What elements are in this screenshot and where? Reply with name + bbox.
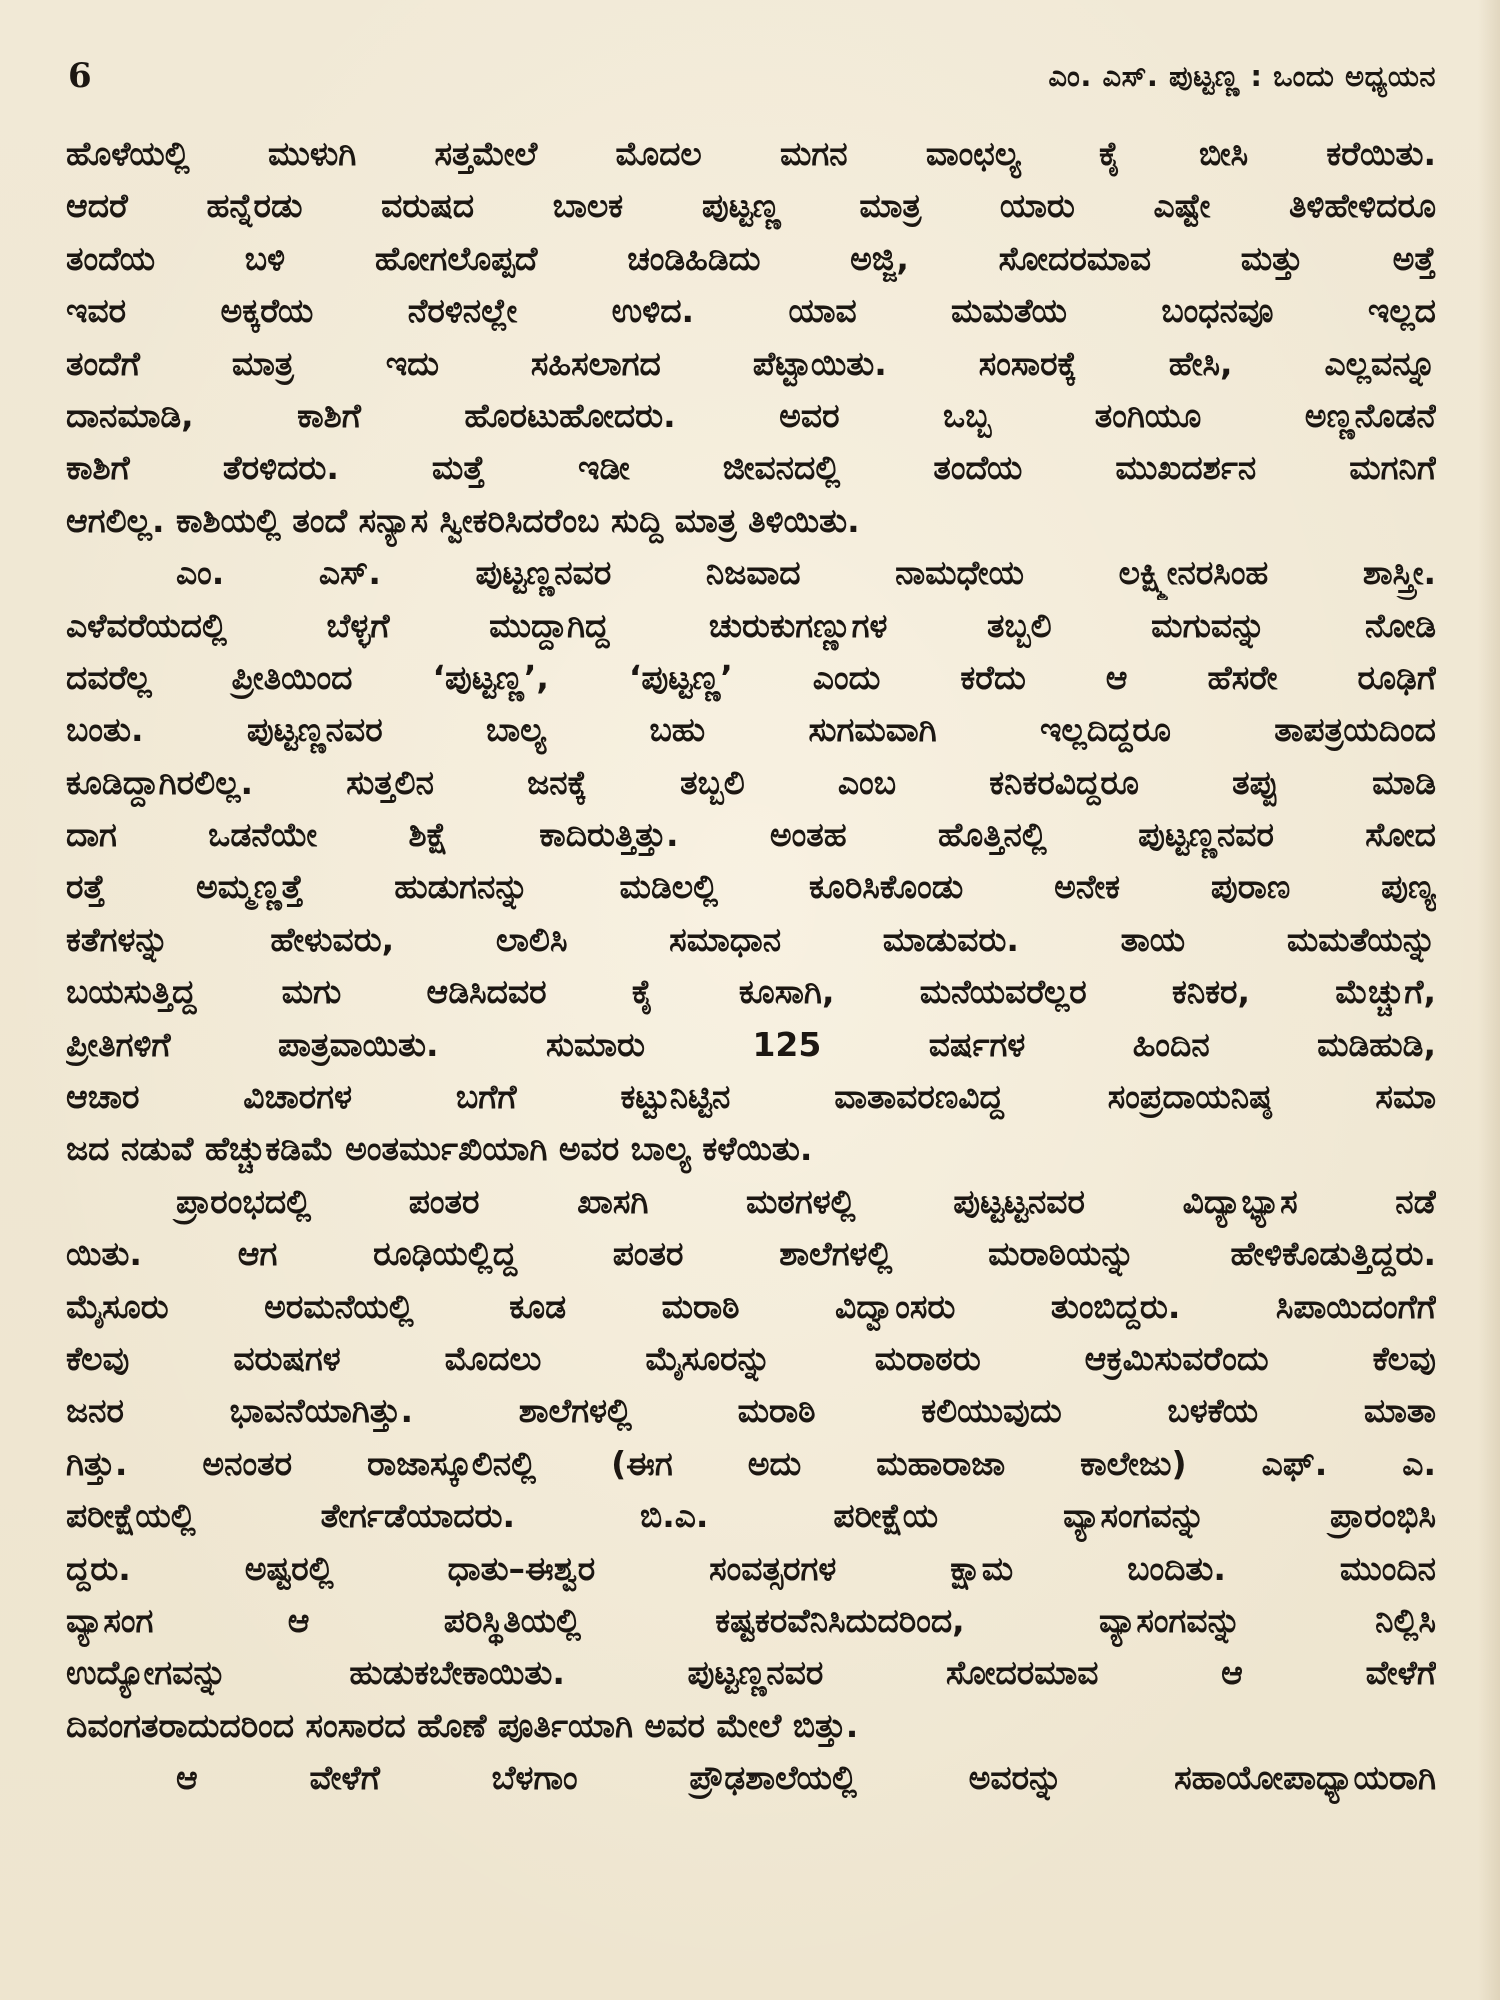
text-line: ಆದರೆ ಹನ್ನೆರಡು ವರುಷದ ಬಾಲಕ ಪುಟ್ಟಣ್ಣ ಮಾತ್ರ ಯಾರು ಎಷ್ಟೇ ತಿಳಿಹೇಳಿದರೂ bbox=[66, 186, 1436, 226]
text-line: ದಾಗ ಒಡನೆಯೇ ಶಿಕ್ಷೆ ಕಾದಿರುತ್ತಿತ್ತು. ಅಂತಹ ಹೊತ್ತಿನಲ್ಲಿ ಪುಟ್ಟಣ್ಣನವರ ಸೋದ bbox=[66, 815, 1436, 855]
text-line: ವ್ಯಾಸಂಗ ಆ ಪರಿಸ್ಥಿತಿಯಲ್ಲಿ ಕಷ್ಟಕರವೆನಿಸಿದುದರಿಂದ, ವ್ಯಾಸಂಗವನ್ನು ನಿಲ್ಲಿಸಿ bbox=[66, 1600, 1436, 1640]
text-line: ಇವರ ಅಕ್ಕರೆಯ ನೆರಳಿನಲ್ಲೇ ಉಳಿದ. ಯಾವ ಮಮತೆಯ ಬಂಧನವೂ ಇಲ್ಲದ bbox=[66, 291, 1436, 331]
text-line: ಬಯಸುತ್ತಿದ್ದ ಮಗು ಆಡಿಸಿದವರ ಕೈ ಕೂಸಾಗಿ, ಮನೆಯವರೆಲ್ಲರ ಕನಿಕರ, ಮೆಚ್ಚುಗೆ, bbox=[66, 972, 1436, 1012]
text-line: ಕೆಲವು ವರುಷಗಳ ಮೊದಲು ಮೈಸೂರನ್ನು ಮರಾಠರು ಆಕ್ರಮಿಸುವರೆಂದು ಕೆಲವು bbox=[66, 1338, 1436, 1378]
text-line: ಕಾಶಿಗೆ ತೆರಳಿದರು. ಮತ್ತೆ ಇಡೀ ಜೀವನದಲ್ಲಿ ತಂದೆಯ ಮುಖದರ್ಶನ ಮಗನಿಗೆ bbox=[66, 448, 1436, 488]
page-number: 6 bbox=[68, 56, 92, 96]
text-line: ಪರೀಕ್ಷೆಯಲ್ಲಿ ತೇರ್ಗಡೆಯಾದರು. ಬಿ.ಎ. ಪರೀಕ್ಷೆಯ ವ್ಯಾಸಂಗವನ್ನು ಪ್ರಾರಂಭಿಸಿ bbox=[66, 1496, 1436, 1536]
text-line: ಆಗಲಿಲ್ಲ. ಕಾಶಿಯಲ್ಲಿ ತಂದೆ ಸನ್ಯಾಸ ಸ್ವೀಕರಿಸಿದರೆಂಬ ಸುದ್ದಿ ಮಾತ್ರ ತಿಳಿಯಿತು. bbox=[66, 500, 860, 540]
text-line: ದಾನಮಾಡಿ, ಕಾಶಿಗೆ ಹೊರಟುಹೋದರು. ಅವರ ಒಬ್ಬ ತಂಗಿಯೂ ಅಣ್ಣನೊಡನೆ bbox=[66, 395, 1436, 435]
text-line: ದಿವಂಗತರಾದುದರಿಂದ ಸಂಸಾರದ ಹೊಣೆ ಪೂರ್ತಿಯಾಗಿ ಅವರ ಮೇಲೆ ಬಿತ್ತು. bbox=[66, 1705, 859, 1745]
text-line: ತಂದೆಗೆ ಮಾತ್ರ ಇದು ಸಹಿಸಲಾಗದ ಪೆಟ್ಟಾಯಿತು. ಸಂಸಾರಕ್ಕೆ ಹೇಸಿ, ಎಲ್ಲವನ್ನೂ bbox=[66, 343, 1436, 383]
text-line: ಆಚಾರ ವಿಚಾರಗಳ ಬಗೆಗೆ ಕಟ್ಟುನಿಟ್ಟಿನ ವಾತಾವರಣವಿದ್ದ ಸಂಪ್ರದಾಯನಿಷ್ಠ ಸಮಾ bbox=[66, 1077, 1436, 1117]
text-line: ಆ ವೇಳೆಗೆ ಬೆಳಗಾಂ ಪ್ರೌಢಶಾಲೆಯಲ್ಲಿ ಅವರನ್ನು ಸಹಾಯೋಪಾಧ್ಯಾಯರಾಗಿ bbox=[176, 1758, 1436, 1798]
text-line: ಕೂಡಿದ್ದಾಗಿರಲಿಲ್ಲ. ಸುತ್ತಲಿನ ಜನಕ್ಕೆ ತಬ್ಬಲಿ ಎಂಬ ಕನಿಕರವಿದ್ದರೂ ತಪ್ಪು ಮಾಡಿ bbox=[66, 762, 1436, 802]
text-line: ಗಿತ್ತು. ಅನಂತರ ರಾಜಾಸ್ಕೂಲಿನಲ್ಲಿ (ಈಗ ಅದು ಮಹಾರಾಜಾ ಕಾಲೇಜು) ಎಫ್. ಎ. bbox=[66, 1443, 1436, 1483]
body-text bbox=[66, 128, 1436, 1805]
text-line: ಯಿತು. ಆಗ ರೂಢಿಯಲ್ಲಿದ್ದ ಪಂತರ ಶಾಲೆಗಳಲ್ಲಿ ಮರಾಠಿಯನ್ನು ಹೇಳಿಕೊಡುತ್ತಿದ್ದರು. bbox=[66, 1234, 1436, 1274]
text-line: ದವರೆಲ್ಲ ಪ್ರೀತಿಯಿಂದ ‘ಪುಟ್ಟಣ್ಣ’, ‘ಪುಟ್ಟಣ್ಣ’ ಎಂದು ಕರೆದು ಆ ಹೆಸರೇ ರೂಢಿಗೆ bbox=[66, 657, 1436, 697]
text-line: ಜದ ನಡುವೆ ಹೆಚ್ಚುಕಡಿಮೆ ಅಂತರ್ಮುಖಿಯಾಗಿ ಅವರ ಬಾಲ್ಯ ಕಳೆಯಿತು. bbox=[66, 1129, 813, 1169]
text-line: ಜನರ ಭಾವನೆಯಾಗಿತ್ತು. ಶಾಲೆಗಳಲ್ಲಿ ಮರಾಠಿ ಕಲಿಯುವುದು ಬಳಕೆಯ ಮಾತಾ bbox=[66, 1391, 1436, 1431]
page-header bbox=[68, 52, 1436, 100]
text-line: ಉದ್ಯೋಗವನ್ನು ಹುಡುಕಬೇಕಾಯಿತು. ಪುಟ್ಟಣ್ಣನವರ ಸೋದರಮಾವ ಆ ವೇಳೆಗೆ bbox=[66, 1653, 1436, 1693]
text-line: ಪ್ರೀತಿಗಳಿಗೆ ಪಾತ್ರವಾಯಿತು. ಸುಮಾರು 125 ವರ್ಷಗಳ ಹಿಂದಿನ ಮಡಿಹುಡಿ, bbox=[66, 1024, 1436, 1064]
text-line: ಎಳೆವರೆಯದಲ್ಲಿ ಬೆಳ್ಳಗೆ ಮುದ್ದಾಗಿದ್ದ ಚುರುಕುಗಣ್ಣುಗಳ ತಬ್ಬಲಿ ಮಗುವನ್ನು ನೋಡಿ bbox=[66, 605, 1436, 645]
running-title: ಎಂ. ಎಸ್. ಪುಟ್ಟಣ್ಣ : ಒಂದು ಅಧ್ಯಯನ bbox=[1048, 58, 1436, 93]
text-line: ಎಂ. ಎಸ್. ಪುಟ್ಟಣ್ಣನವರ ನಿಜವಾದ ನಾಮಧೇಯ ಲಕ್ಷ್ಮೀನರಸಿಂಹ ಶಾಸ್ತ್ರೀ. bbox=[176, 553, 1436, 593]
text-line: ತಂದೆಯ ಬಳಿ ಹೋಗಲೊಪ್ಪದೆ ಚಂಡಿಹಿಡಿದು ಅಜ್ಜಿ, ಸೋದರಮಾವ ಮತ್ತು ಅತ್ತೆ bbox=[66, 238, 1436, 278]
page-binding-shadow bbox=[1478, 0, 1500, 2000]
text-line: ಕತೆಗಳನ್ನು ಹೇಳುವರು, ಲಾಲಿಸಿ ಸಮಾಧಾನ ಮಾಡುವರು. ತಾಯ ಮಮತೆಯನ್ನು bbox=[66, 919, 1436, 959]
text-line: ಮೈಸೂರು ಅರಮನೆಯಲ್ಲಿ ಕೂಡ ಮರಾಠಿ ವಿದ್ವಾಂಸರು ತುಂಬಿದ್ದರು. ಸಿಪಾಯಿದಂಗೆಗೆ bbox=[66, 1286, 1436, 1326]
text-line: ಬಂತು. ಪುಟ್ಟಣ್ಣನವರ ಬಾಲ್ಯ ಬಹು ಸುಗಮವಾಗಿ ಇಲ್ಲದಿದ್ದರೂ ತಾಪತ್ರಯದಿಂದ bbox=[66, 710, 1436, 750]
text-line: ಹೊಳೆಯಲ್ಲಿ ಮುಳುಗಿ ಸತ್ತಮೇಲೆ ಮೊದಲ ಮಗನ ವಾಂಛಲ್ಯ ಕೈ ಬೀಸಿ ಕರೆಯಿತು. bbox=[66, 134, 1436, 173]
text-line: ರತ್ತೆ ಅಮ್ಮಣ್ಣತ್ತೆ ಹುಡುಗನನ್ನು ಮಡಿಲಲ್ಲಿ ಕೂರಿಸಿಕೊಂಡು ಅನೇಕ ಪುರಾಣ ಪುಣ್ಯ bbox=[66, 867, 1436, 907]
text-line: ದ್ದರು. ಅಷ್ಟರಲ್ಲಿ ಧಾತು–ಈಶ್ವರ ಸಂವತ್ಸರಗಳ ಕ್ಷಾಮ ಬಂದಿತು. ಮುಂದಿನ bbox=[66, 1548, 1436, 1588]
text-line: ಪ್ರಾರಂಭದಲ್ಲಿ ಪಂತರ ಖಾಸಗಿ ಮಠಗಳಲ್ಲಿ ಪುಟ್ಟಟ್ಟನವರ ವಿದ್ಯಾಭ್ಯಾಸ ನಡೆ bbox=[176, 1181, 1436, 1221]
